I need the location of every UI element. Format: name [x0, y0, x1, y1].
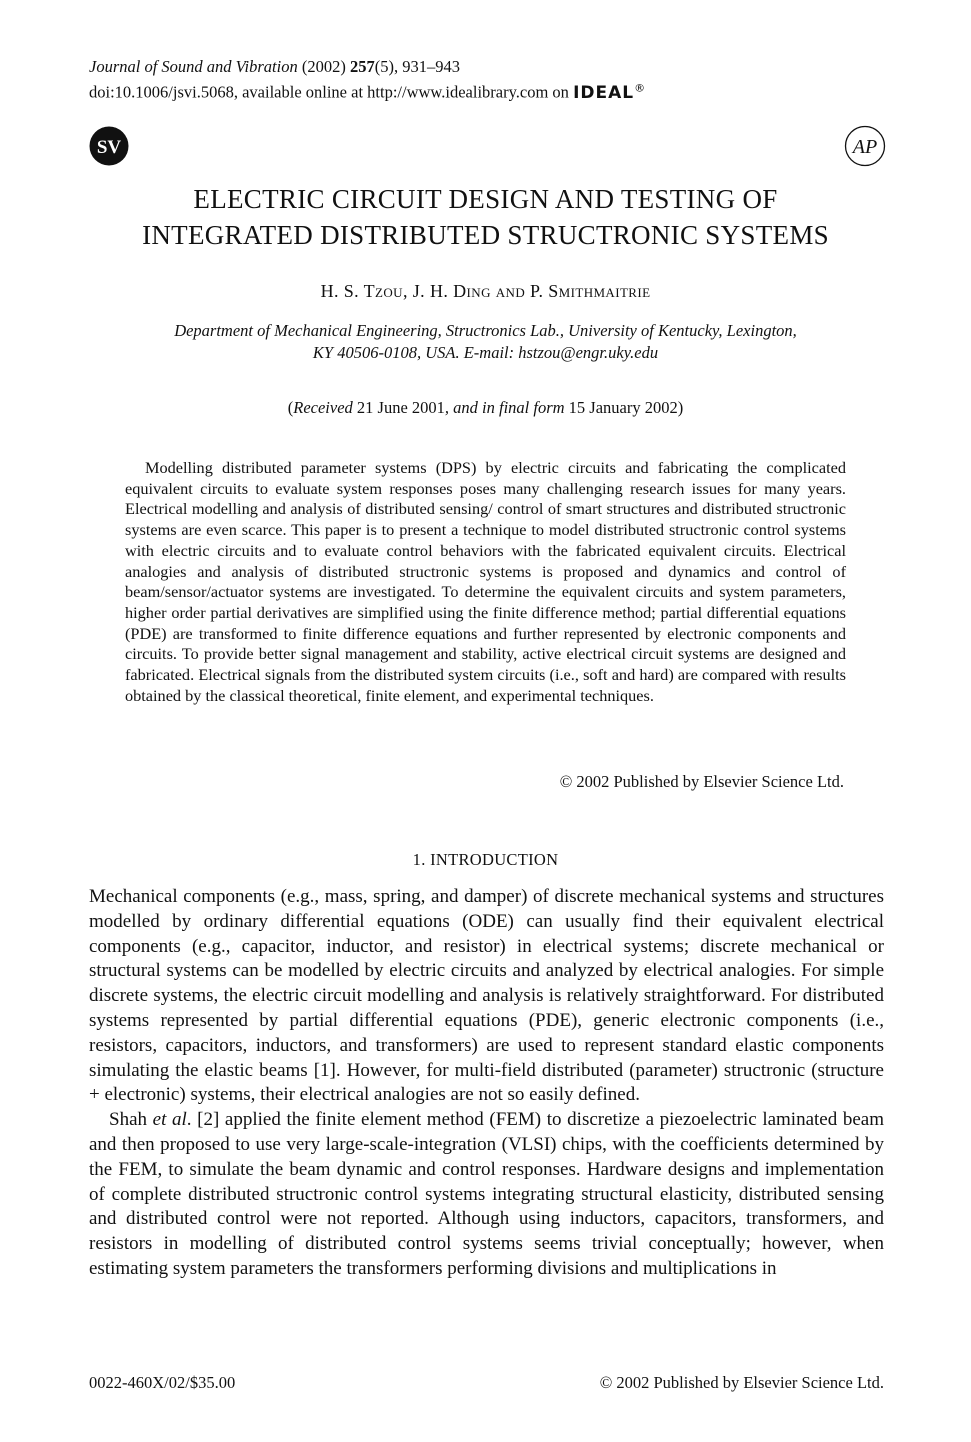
sv-publisher-logo — [89, 126, 129, 166]
journal-issue-pages: (5), 931–943 — [374, 57, 460, 76]
paragraph-2-start: Shah — [109, 1109, 153, 1131]
registered-mark: ® — [634, 81, 647, 94]
affiliation-line-2: KY 40506-0108, USA. E-mail: hstzou@engr.uky.edu — [312, 343, 659, 362]
footer-issn-price: 0022-460X/02/$35.00 — [89, 1373, 236, 1392]
ideal-logo — [573, 83, 646, 103]
received-word: Received — [293, 398, 353, 417]
sv-logo-text: SV — [96, 137, 122, 158]
abstract-copyright: © 2002 Published by Elsevier Science Ltd. — [559, 772, 844, 791]
section-heading: 1. INTRODUCTION — [412, 850, 559, 869]
journal-citation — [89, 56, 646, 104]
title-line-1: ELECTRIC CIRCUIT DESIGN AND TESTING OF — [193, 184, 778, 214]
paragraph-2 — [89, 1108, 884, 1282]
received-date: 21 June 2001 — [352, 398, 445, 417]
journal-volume: 257 — [349, 57, 375, 76]
paragraph-2-rest: . [2] applied the finite element method (FEM) to discretize a piezoelectric laminated beam and then proposed to use very large-scale-integration (VLSI) chips, with the coefficients determined by the FEM, to simulate the beam dynamic and control responses. Hardware designs and implementation of complete distributed structronic control systems integrating structural elasticity, distributed sensing and distributed control were not reported. Although using inductors, capacitors, transformers, and resistors in modelling of distributed control systems seems trivial conceptually; however, when estimating system parameters the transformers performing divisions and multiplications in — [89, 1109, 885, 1279]
ap-logo-text: AP — [852, 136, 878, 158]
journal-name: Journal of Sound and Vibration — [89, 57, 298, 76]
authors: H. S. Tzou, J. H. Ding and P. Smithmaitrie — [320, 281, 651, 301]
title-line-2: INTEGRATED DISTRIBUTED STRUCTRONIC SYSTEMS — [142, 220, 829, 250]
received-close: ) — [677, 398, 684, 417]
ap-publisher-logo — [844, 125, 886, 167]
received-open: ( — [287, 398, 294, 417]
final-form-date: 15 January 2002 — [568, 398, 678, 417]
affiliation — [100, 320, 871, 364]
body-text — [89, 885, 884, 1282]
doi-text: doi:10.1006/jsvi.5068, available online at http://www.idealibrary.com on — [89, 82, 569, 102]
paragraph-1: Mechanical components (e.g., mass, spring, and damper) of discrete mechanical systems and structures modelled by ordinary differential equations (ODE) can usually find their equivalent electrical components (e.g., capacitor, inductor, and resistor) in electrical systems; discrete mechanical or structural systems can be modelled by electric circuits and analyzed by electrical analogies. For simple discrete systems, the electric circuit modelling and analysis is relatively straightforward. For distributed systems represented by partial differential equations (PDE), generic electronic components (i.e., resistors, capacitors, inductors, and transformers) are used to represent standard elastic components simulating the elastic beams [1]. However, for multi-field distributed (parameter) structronic (structure + electronic) systems, their electrical analogies are not so easily defined. — [89, 886, 884, 1106]
citation-line — [89, 56, 646, 77]
journal-year: (2002) — [297, 57, 350, 76]
doi-line — [89, 77, 646, 104]
abstract-text: Modelling distributed parameter systems (DPS) by electric circuits and fabricating the complicated equivalent circuits to evaluate system responses poses many challenging research issues for many years. Electrical modelling and analysis of distributed sensing/ control of smart structures and distributed structronic systems are even scarce. This paper is to present a technique to model distributed structronic control systems with electric circuits and to evaluate control behaviors with the fabricated equivalent circuits. Electrical analogies and analysis of distributed structronic systems is proposed and dynamics and control of beam/sensor/actuator systems are investigated. To determine the equivalent circuits and system parameters, higher order partial derivatives are simplified using the finite difference method; partial differential equations (PDE) are transformed to finite difference equations and further represented by electronic components and circuits. To provide better signal management and stability, active electrical circuit systems are designed and fabricated. Electrical signals from the distributed system circuits (i.e., soft and hard) are compared with results obtained by the classical theoretical, finite element, and experimental techniques. — [125, 458, 846, 705]
article-title — [60, 181, 911, 253]
footer-copyright: © 2002 Published by Elsevier Science Ltd. — [599, 1373, 884, 1392]
et-al: et al — [152, 1109, 187, 1131]
received-dates — [60, 397, 911, 419]
final-form-phrase: , and in final form — [444, 398, 569, 417]
affiliation-line-1: Department of Mechanical Engineering, Structronics Lab., University of Kentucky, Lexington, — [174, 321, 797, 340]
ideal-logo-text: IDEAL — [573, 82, 635, 103]
